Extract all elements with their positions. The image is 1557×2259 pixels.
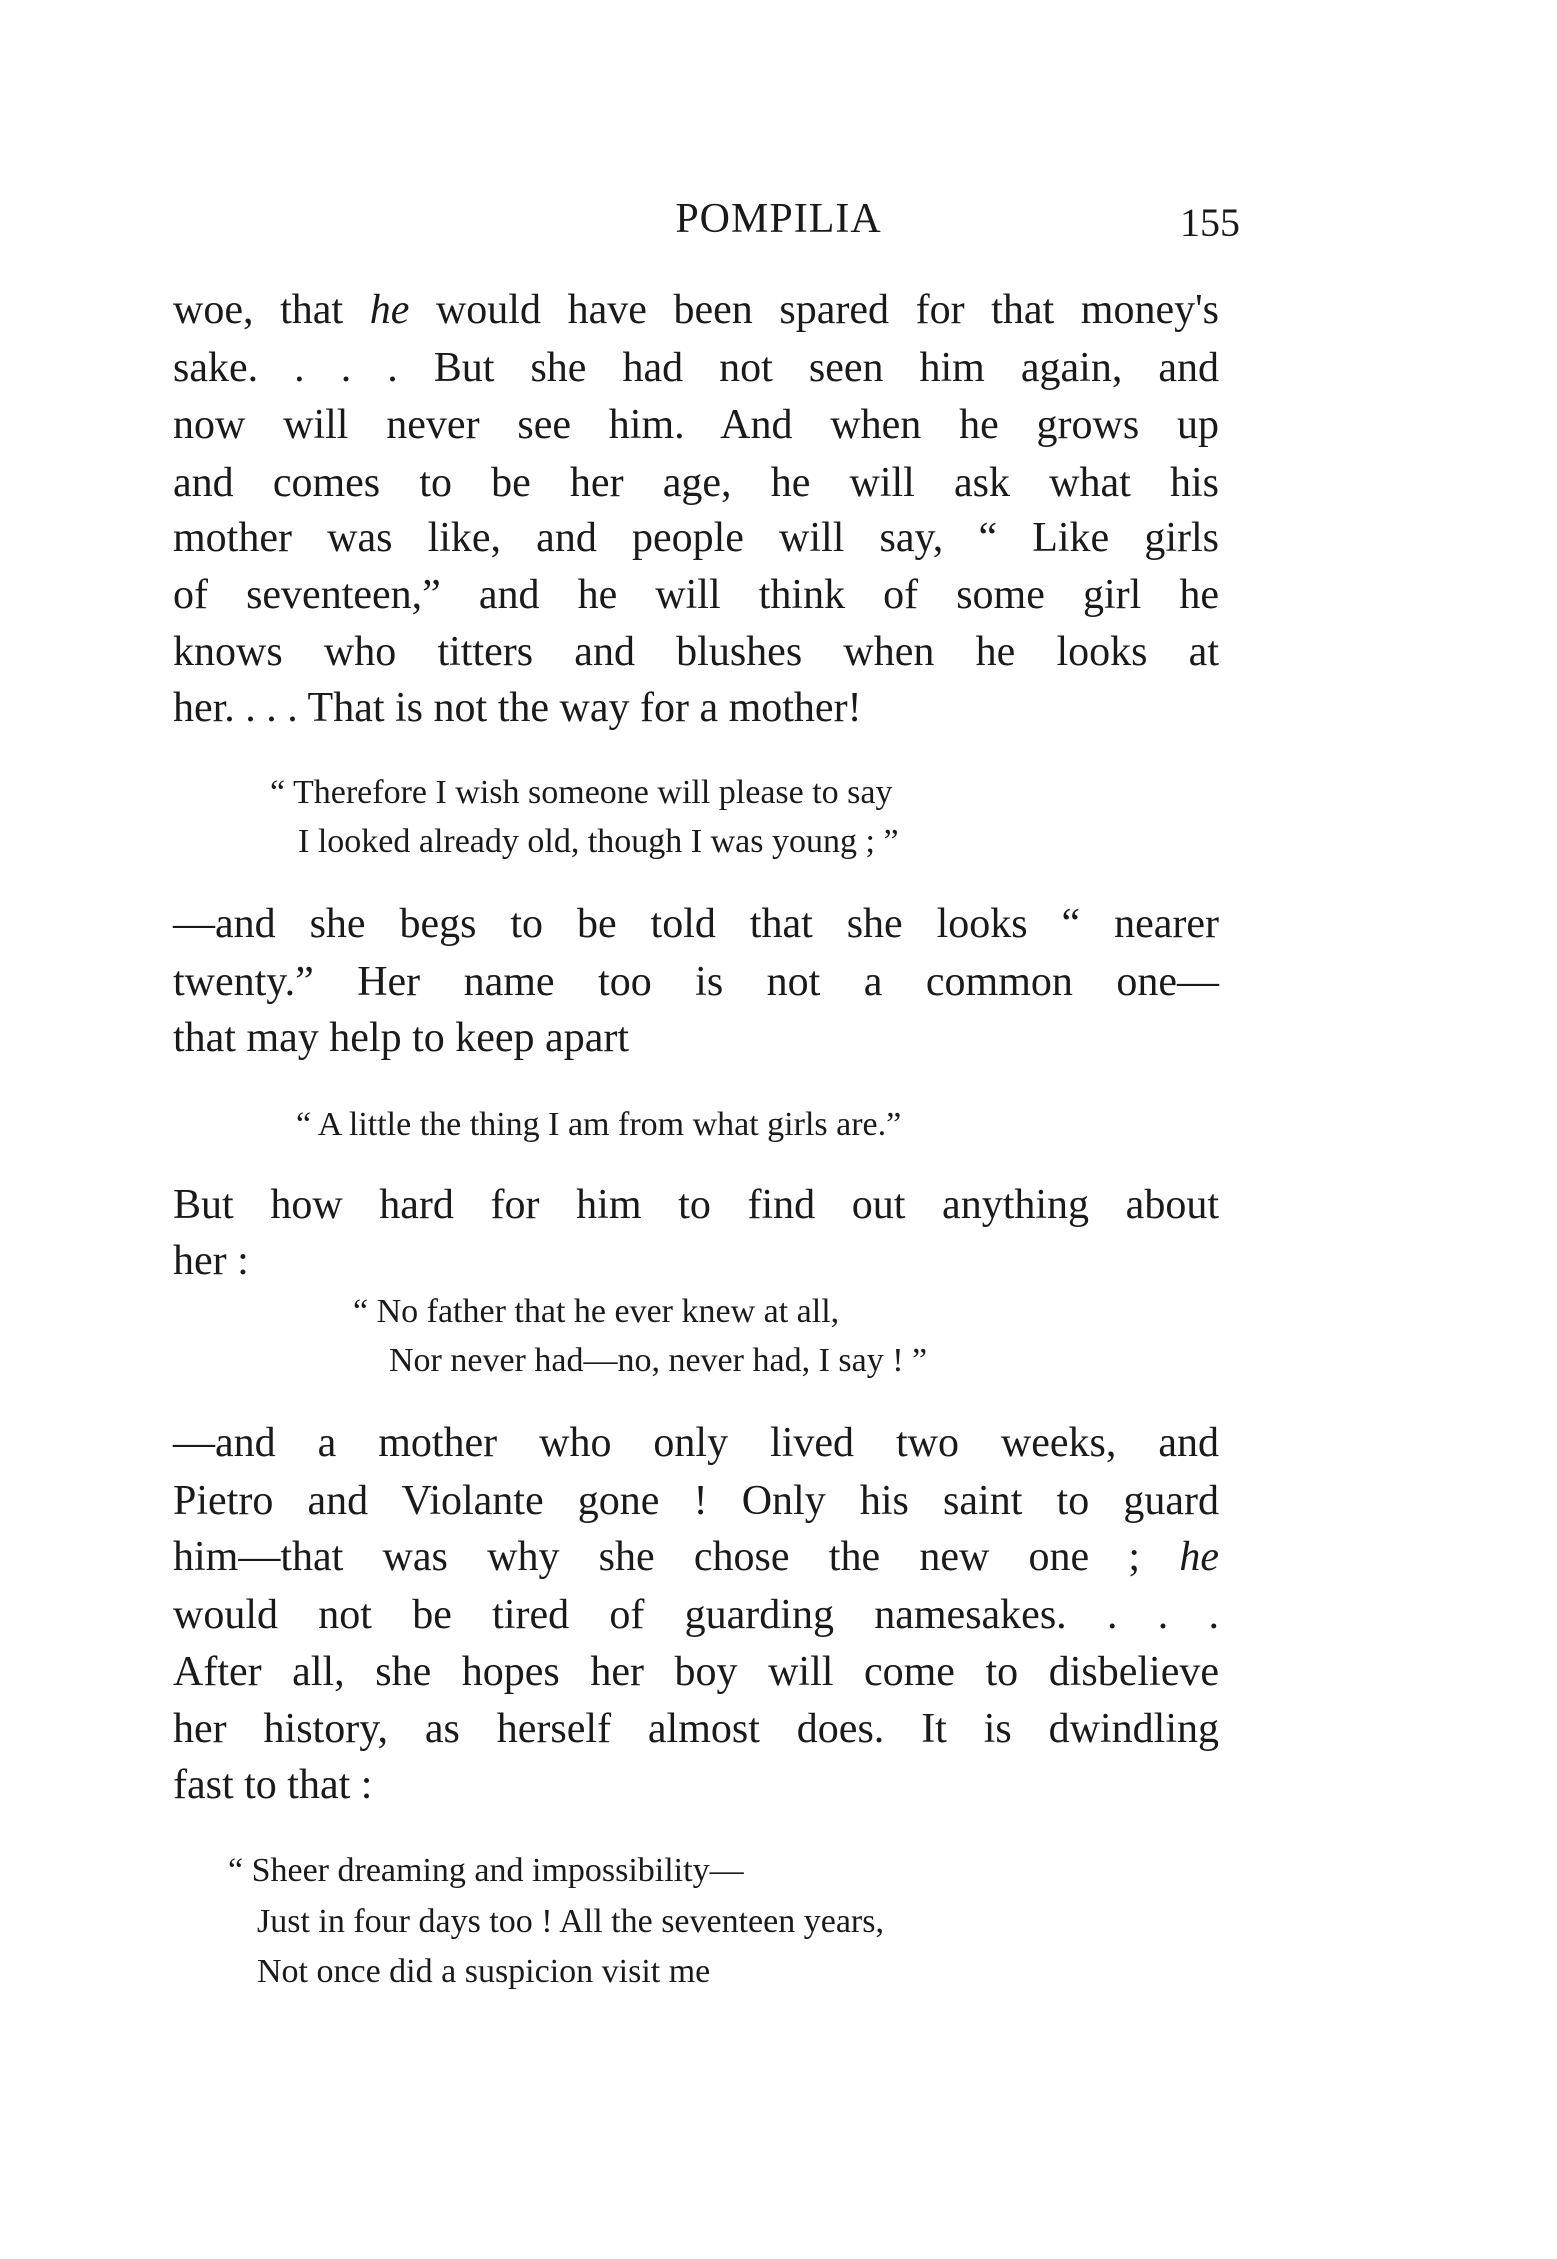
quote-line: Nor never had—no, never had, I say ! ” [389, 1342, 928, 1379]
body-line: mother was like, and people will say, “ Like girls [173, 515, 1219, 561]
text: woe, that [173, 287, 370, 333]
body-line [173, 285, 1219, 335]
body-line: Pietro and Violante gone ! Only his saint to guard [173, 1478, 1219, 1524]
quote-line: “ Sheer dreaming and impossibility— [228, 1852, 744, 1889]
body-line: her. . . . That is not the way for a mother! [173, 685, 862, 731]
quote-line: I looked already old, though I was young ; ” [298, 823, 899, 860]
body-line: —and she begs to be told that she looks “ nearer [173, 901, 1219, 947]
body-line: sake. . . . But she had not seen him again, and [173, 345, 1219, 391]
quote-line: Not once did a suspicion visit me [257, 1953, 711, 1990]
body-line: twenty.” Her name too is not a common one— [173, 959, 1219, 1005]
quote-line: Just in four days too ! All the seventeen years, [257, 1903, 884, 1940]
text: would have been spared for that money's [409, 287, 1220, 333]
body-line: and comes to be her age, he will ask what his [173, 460, 1219, 506]
body-line: that may help to keep apart [173, 1015, 629, 1061]
quote-line: “ No father that he ever knew at all, [353, 1293, 840, 1330]
body-line: would not be tired of guarding namesakes. . . . [173, 1592, 1219, 1638]
body-line: now will never see him. And when he grows up [173, 402, 1219, 448]
text: him—that was why she chose the new one ; [173, 1534, 1180, 1580]
running-header: POMPILIA [675, 196, 882, 242]
body-line [173, 1532, 1219, 1582]
page-number: 155 [1180, 200, 1240, 245]
body-line: her : [173, 1238, 249, 1284]
body-line: fast to that : [173, 1762, 373, 1808]
body-line: After all, she hopes her boy will come to disbelieve [173, 1649, 1219, 1695]
body-line: —and a mother who only lived two weeks, and [173, 1420, 1219, 1466]
body-line: of seventeen,” and he will think of some girl he [173, 572, 1219, 618]
body-line: knows who titters and blushes when he looks at [173, 629, 1219, 675]
quote-line: “ A little the thing I am from what girls are.” [296, 1106, 902, 1143]
body-line: But how hard for him to find out anything about [173, 1182, 1219, 1228]
quote-line: “ Therefore I wish someone will please to say [270, 774, 893, 811]
italic-text: he [369, 287, 410, 333]
italic-text: he [1179, 1534, 1219, 1580]
body-line: her history, as herself almost does. It is dwindling [173, 1706, 1219, 1752]
